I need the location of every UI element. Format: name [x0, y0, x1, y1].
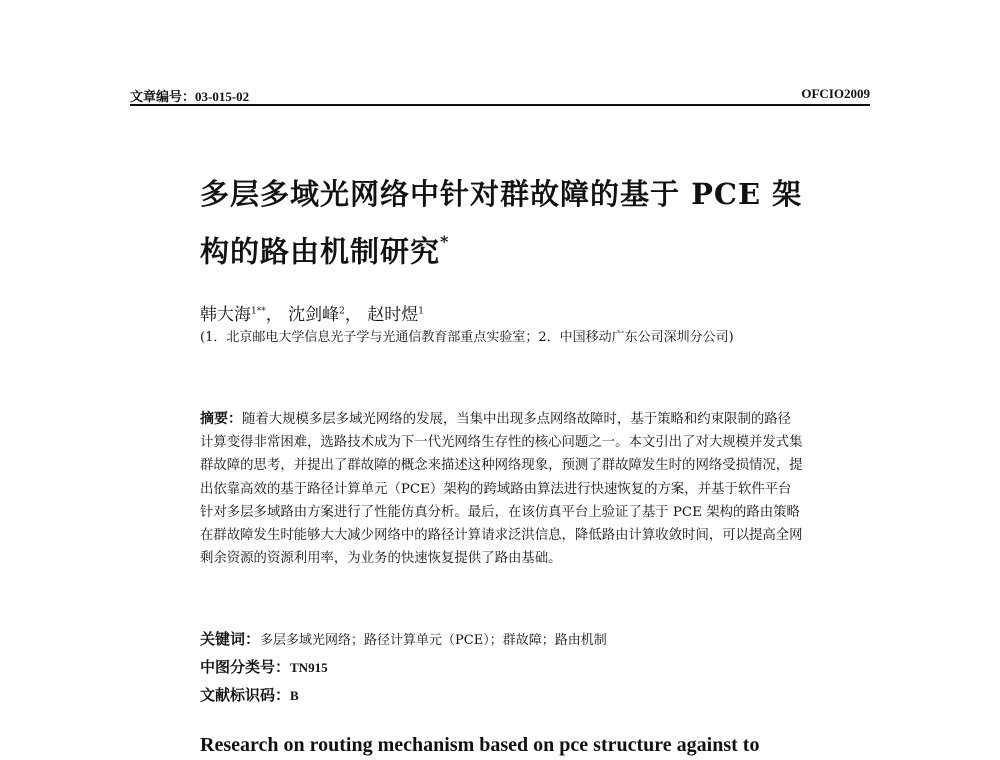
author-separator: ，	[265, 305, 283, 325]
article-id: 文章编号：03-015-02	[130, 89, 250, 104]
document-code	[200, 684, 810, 705]
keywords-value: 多层多域光网络；路径计算单元（PCE）；群故障；路由机制	[260, 633, 607, 648]
keywords	[200, 628, 810, 649]
author-separator: ，	[344, 305, 362, 325]
author-list	[200, 300, 800, 325]
author-name: 赵时煜	[367, 305, 419, 325]
author-affiliation-mark: 2	[339, 306, 345, 317]
title-line-1: 多层多域光网络中针对群故障的基于 PCE 架	[200, 177, 803, 211]
abstract	[200, 408, 804, 570]
document-code-label: 文献标识码：	[200, 686, 291, 704]
classification-number	[200, 656, 810, 677]
author-affiliation-mark: 1	[418, 306, 425, 317]
document-code-value: B	[290, 688, 299, 703]
classification-label: 中图分类号：	[200, 658, 291, 676]
header-rule	[130, 104, 870, 106]
abstract-text: 随着大规模多层多域光网络的发展，当集中出现多点网络故障时，基于策略和约束限制的路径计算变得非常困难，选路技术成为下一代光网络生存性的核心问题之一。本文引出了对大规模并发式集群故障的思考，并提出了群故障的概念来描述这种网络现象，预测了群故障发生时的网络受损情况，提出依靠高效的基于路径计算单元（PCE）架构的跨域路由算法进行快速恢复的方案，并基于软件平台针对多层多域路由方案进行了性能仿真分析。最后，在该仿真平台上验证了基于 PCE 架构的路由策略在群故障发生时能够大大减少网络中的路径计算请求泛洪信息，降低路由计算收敛时间，可以提高全网剩余资源的资源利用率，为业务的快速恢复提供了路由基础。	[200, 412, 803, 567]
author-name: 沈剑峰	[288, 305, 340, 325]
title-footnote-mark: *	[440, 232, 450, 251]
paper-title	[200, 168, 810, 278]
classification-value: TN915	[290, 660, 328, 675]
author-name: 韩大海	[200, 305, 251, 325]
title-line-2: 构的路由机制研究	[200, 234, 441, 269]
abstract-label: 摘要：	[200, 411, 242, 427]
running-header	[130, 86, 870, 104]
author-affiliation-mark: 1**	[251, 306, 266, 317]
conference-name: OFCIO2009	[801, 86, 870, 101]
english-title: Research on routing mechanism based on pce structure against to	[200, 734, 760, 756]
keywords-label: 关键词：	[200, 630, 261, 648]
affiliation: (1．北京邮电大学信息光子学与光通信教育部重点实验室；2．中国移动广东公司深圳分公司)	[200, 330, 734, 345]
